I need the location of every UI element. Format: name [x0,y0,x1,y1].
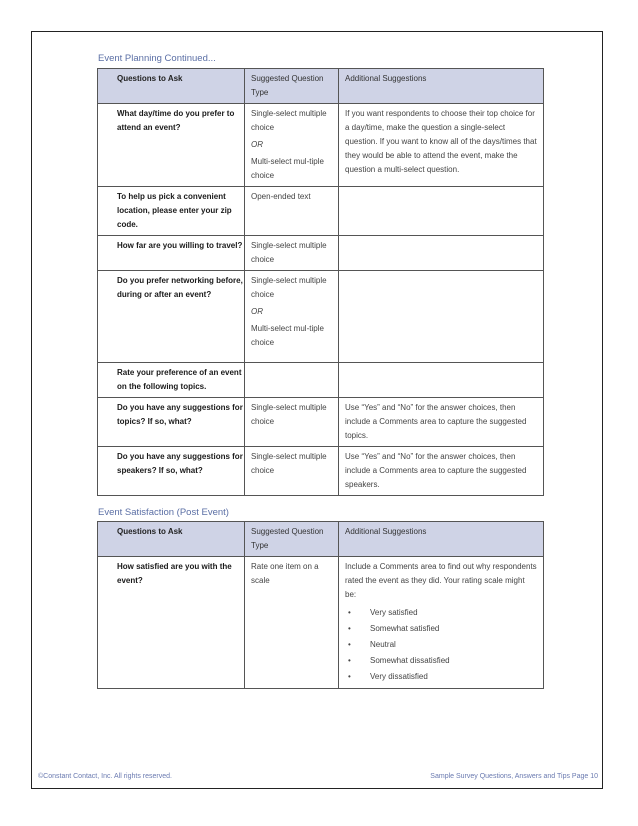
suggestion-cell [339,557,544,689]
table-row [98,557,544,689]
list-item: • Very satisfied [345,606,537,620]
suggestion-cell [339,363,544,398]
table-row [98,236,544,271]
footer-copyright: ©Constant Contact, Inc. All rights reserved. [38,773,172,780]
type-cell: Rate one item on a scale [245,557,339,689]
table-header-row [98,69,544,104]
type-cell: Single-select multiple choice [245,236,339,271]
question-cell: Do you have any suggestions for topics? If so, what? [98,398,245,447]
suggestion-cell: Use “Yes” and “No” for the answer choices, then include a Comments area to capture the suggested speakers. [339,447,544,496]
header-questions: Questions to Ask [98,69,245,104]
suggestion-text: Include a Comments area to find out why respondents rated the event as they did. Your rating scale might be: [345,562,537,599]
type-text: Single-select multiple choice [251,109,327,132]
suggestion-cell [339,236,544,271]
list-item: • Somewhat satisfied [345,622,537,636]
list-item: • Somewhat dissatisfied [345,654,537,668]
suggestion-cell [339,271,544,363]
event-planning-table [97,68,544,496]
question-cell: Do you prefer networking before, during or after an event? [98,271,245,363]
section-title-event-planning: Event Planning Continued... [98,53,216,64]
table-row [98,104,544,187]
or-text: OR [251,140,263,149]
question-cell: How far are you willing to travel? [98,236,245,271]
list-item: • Neutral [345,638,537,652]
type-text-alt: Multi-select mul-tiple choice [251,324,324,347]
table-row [98,398,544,447]
question-cell: Do you have any suggestions for speakers? If so, what? [98,447,245,496]
event-satisfaction-table [97,521,544,689]
type-cell [245,104,339,187]
question-cell: What day/time do you prefer to attend an event? [98,104,245,187]
header-question-type: Suggested Question Type [245,69,339,104]
question-cell: Rate your preference of an event on the following topics. [98,363,245,398]
question-cell: How satisfied are you with the event? [98,557,245,689]
rating-scale-list [345,606,537,684]
type-cell: Single-select multiple choice [245,447,339,496]
type-cell: Single-select multiple choice [245,398,339,447]
header-question-type: Suggested Question Type [245,522,339,557]
table-row [98,363,544,398]
or-text: OR [251,307,263,316]
suggestion-cell: Use “Yes” and “No” for the answer choices, then include a Comments area to capture the suggested topics. [339,398,544,447]
header-suggestions: Additional Suggestions [339,522,544,557]
table-row [98,447,544,496]
list-item: • Very dissatisfied [345,670,537,684]
table-header-row [98,522,544,557]
suggestion-cell: If you want respondents to choose their top choice for a day/time, make the question a single-select question. If you want to know all of the days/times that they would be able to attend the event, make the question a multi-select question. [339,104,544,187]
type-cell: Open-ended text [245,187,339,236]
type-cell [245,363,339,398]
type-text-alt: Multi-select mul-tiple choice [251,157,324,180]
footer-page-info: Sample Survey Questions, Answers and Tips Page 10 [430,773,598,780]
type-cell [245,271,339,363]
section-title-event-satisfaction: Event Satisfaction (Post Event) [98,507,229,518]
suggestion-cell [339,187,544,236]
question-cell: To help us pick a convenient location, please enter your zip code. [98,187,245,236]
header-suggestions: Additional Suggestions [339,69,544,104]
table-row [98,187,544,236]
table-row [98,271,544,363]
type-text: Single-select multiple choice [251,276,327,299]
header-questions: Questions to Ask [98,522,245,557]
